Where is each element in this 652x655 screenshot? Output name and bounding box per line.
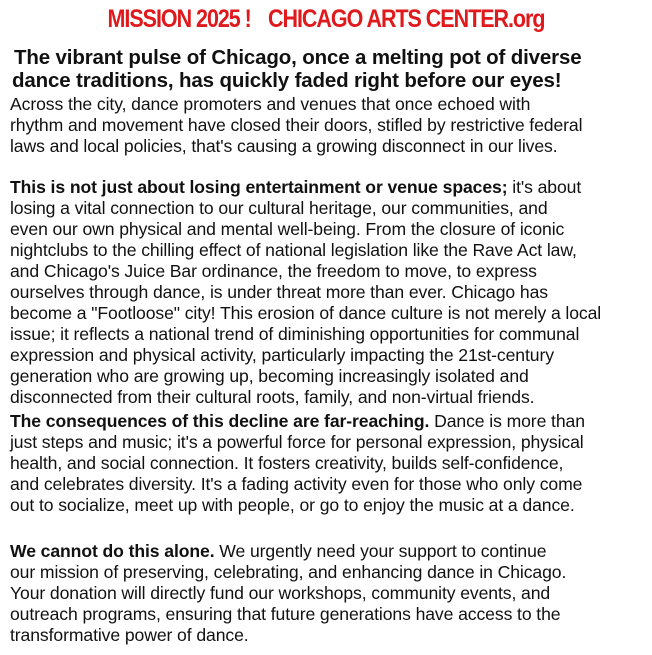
paragraph-intro (10, 94, 646, 157)
paragraph-line: nightclubs to the chilling effect of national legislation like the Rave Act law, (10, 240, 577, 260)
paragraph-line: laws and local policies, that's causing a growing disconnect in our lives. (10, 136, 558, 156)
paragraph-line: become a "Footloose" city! This erosion of dance culture is not merely a local (10, 303, 602, 323)
paragraph-consequences (10, 411, 646, 516)
paragraph-line: and celebrates diversity. It's a fading activity even for those who only come (10, 474, 583, 494)
paragraph-line (10, 177, 581, 198)
paragraph-line: outreach programs, ensuring that future generations have access to the (10, 604, 561, 624)
paragraph-line (10, 541, 546, 562)
paragraph-line-text: Dance is more than (429, 411, 585, 431)
paragraph-line: out to socialize, meet up with people, or go to enjoy the music at a dance. (10, 495, 575, 515)
paragraph-line: our mission of preserving, celebrating, and enhancing dance in Chicago. (10, 562, 567, 582)
paragraph-line (10, 411, 585, 432)
paragraph-lead: The consequences of this decline are far-reaching. (10, 411, 430, 431)
paragraph-heritage (10, 177, 646, 408)
banner-mission-text: MISSION 2025 ! (107, 5, 251, 33)
paragraph-line: ourselves through dance, is under threat more than ever. Chicago has (10, 282, 548, 302)
paragraph-line: transformative power of dance. (10, 625, 249, 645)
headline-line: The vibrant pulse of Chicago, once a melting pot of diverse (14, 46, 582, 69)
paragraph-line: Across the city, dance promoters and venues that once echoed with (10, 94, 531, 114)
headline-line: dance traditions, has quickly faded right before our eyes! (12, 69, 562, 92)
paragraph-line: expression and physical activity, particularly impacting the 21st-century (10, 345, 554, 365)
paragraph-line: Your donation will directly fund our workshops, community events, and (10, 583, 551, 603)
paragraph-line: health, and social connection. It fosters creativity, builds self-confidence, (10, 453, 564, 473)
paragraph-lead: We cannot do this alone. (10, 541, 215, 561)
paragraph-line: rhythm and movement have closed their doors, stifled by restrictive federal (10, 115, 583, 135)
paragraph-line: even our own physical and mental well-being. From the closure of iconic (10, 219, 565, 239)
paragraph-line: issue; it reflects a national trend of diminishing opportunities for communal (10, 324, 580, 344)
paragraph-line: just steps and music; it's a powerful force for personal expression, physical (10, 432, 584, 452)
page-banner (46, 4, 607, 34)
paragraph-line: disconnected from their cultural roots, family, and non-virtual friends. (10, 387, 535, 407)
paragraph-line-text: it's about (507, 177, 582, 197)
paragraph-lead: This is not just about losing entertainment or venue spaces; (10, 177, 508, 197)
paragraph-line: losing a vital connection to our cultural heritage, our communities, and (10, 198, 548, 218)
paragraph-line: generation who are growing up, becoming increasingly isolated and (10, 366, 529, 386)
headline (12, 46, 642, 92)
paragraph-line: and Chicago's Juice Bar ordinance, the freedom to move, to express (10, 261, 537, 281)
paragraph-call-to-action (10, 541, 646, 646)
banner-site-name: CHICAGO ARTS CENTER.org (268, 5, 545, 33)
paragraph-line-text: We urgently need your support to continue (214, 541, 547, 561)
